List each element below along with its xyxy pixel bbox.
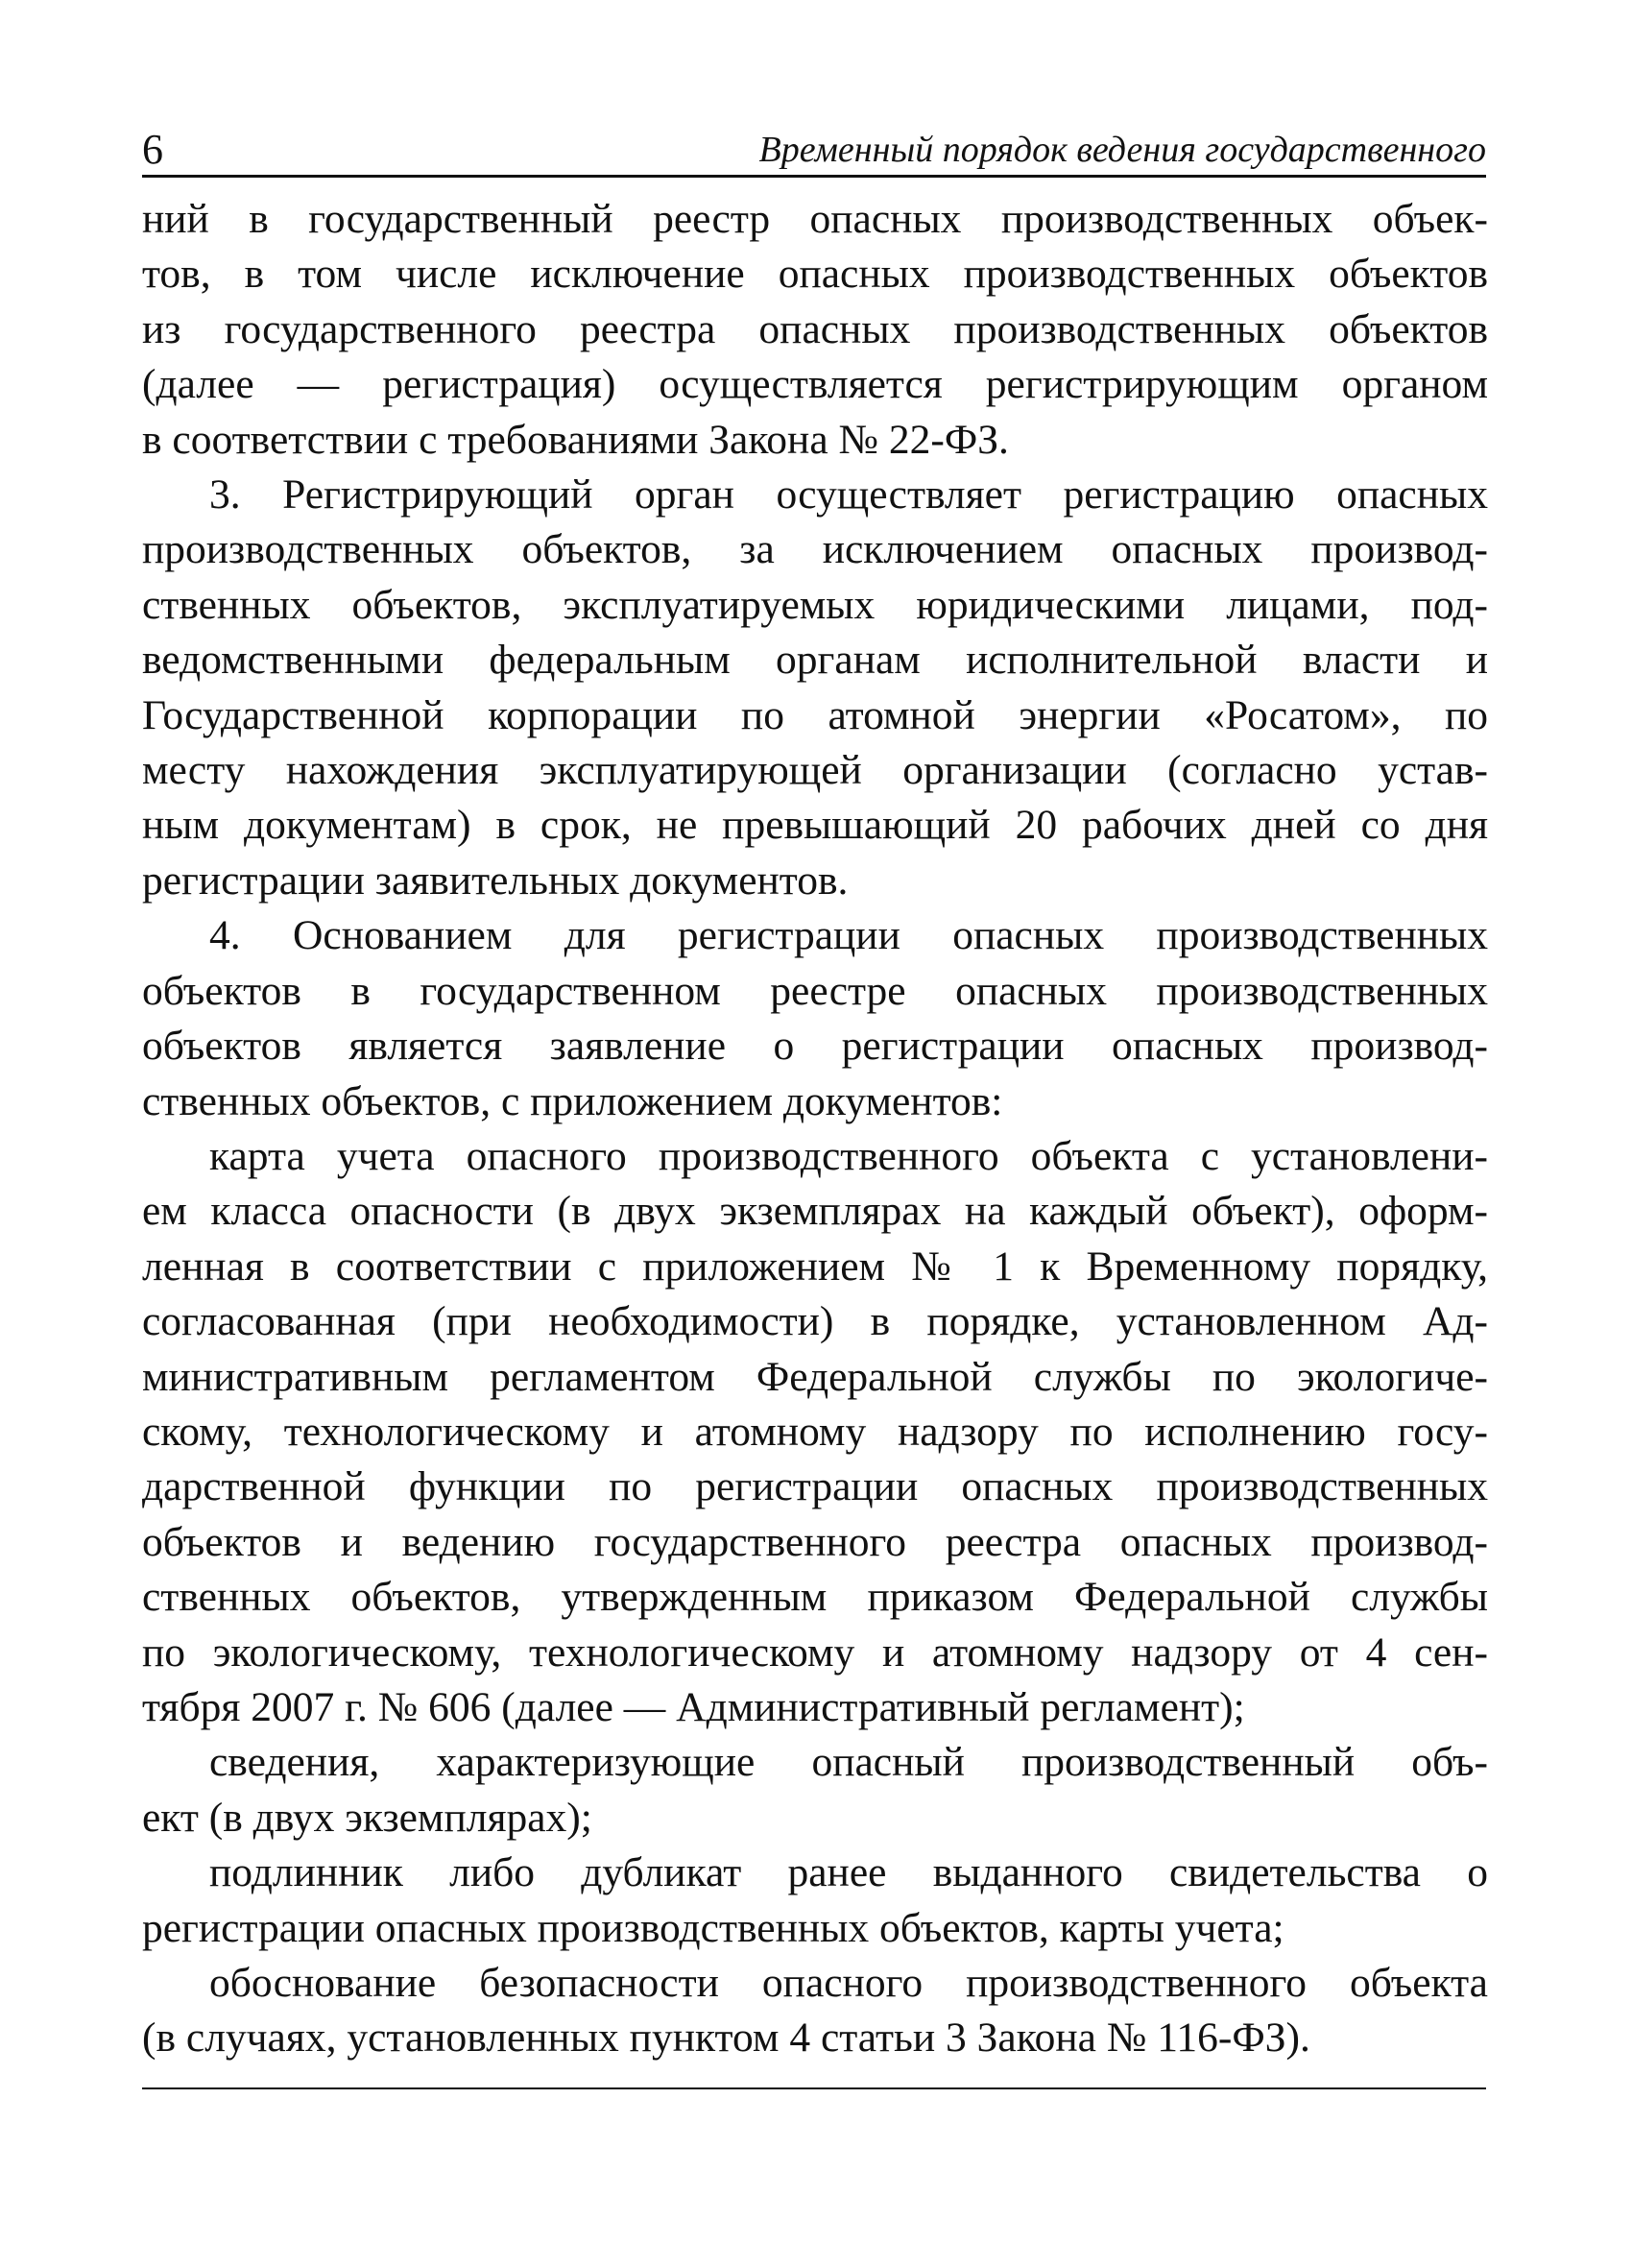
text-line: 4. Основанием для регистрации опасных производственных — [209, 912, 1488, 959]
header-rule — [142, 175, 1486, 178]
text-line: объектов и ведению государственного реестра опасных производ- — [142, 1518, 1488, 1565]
text-line: ственных объектов, с приложением документов: — [142, 1077, 1003, 1124]
footer-rule — [142, 2087, 1486, 2089]
text-line: ленная в соответствии с приложением № 1 к Временному порядку, — [142, 1243, 1488, 1290]
text-line: ем класса опасности (в двух экземплярах на каждый объект), оформ- — [142, 1188, 1488, 1235]
text-line: объектов в государственном реестре опасных производственных — [142, 967, 1488, 1014]
text-line: министративным регламентом Федеральной службы по экологиче- — [142, 1353, 1488, 1400]
text-line: (далее — регистрация) осуществляется регистрирующим органом — [142, 361, 1488, 408]
text-line: по экологическому, технологическому и атомному надзору от 4 сен- — [142, 1629, 1488, 1676]
page-header — [142, 123, 1486, 177]
text-line: Государственной корпорации по атомной энергии «Росатом», по — [142, 691, 1488, 738]
text-line: 3. Регистрирующий орган осуществляет регистрацию опасных — [209, 471, 1488, 519]
running-title: Временный порядок ведения государственного — [758, 130, 1486, 170]
text-line: регистрации опасных производственных объектов, карты учета; — [142, 1904, 1284, 1951]
text-line: ведомственными федеральным органам исполнительной власти и — [142, 637, 1488, 684]
text-line: из государственного реестра опасных производственных объектов — [142, 305, 1488, 352]
text-line: тября 2007 г. № 606 (далее — Административный регламент); — [142, 1683, 1245, 1730]
body-text — [142, 192, 1488, 2066]
text-line: ственных объектов, утвержденным приказом Федеральной службы — [142, 1574, 1488, 1621]
text-line: сведения, характеризующие опасный производственный объ- — [209, 1739, 1488, 1786]
text-line: (в случаях, установленных пунктом 4 статьи 3 Закона № 116-ФЗ). — [142, 2015, 1310, 2062]
text-line: регистрации заявительных документов. — [142, 857, 849, 904]
text-line: подлинник либо дубликат ранее выданного свидетельства о — [209, 1849, 1488, 1896]
text-line: ект (в двух экземплярах); — [142, 1794, 592, 1841]
text-line: тов, в том числе исключение опасных производственных объектов — [142, 251, 1488, 298]
text-line: ственных объектов, эксплуатируемых юридическими лицами, под- — [142, 581, 1488, 628]
text-line: дарственной функции по регистрации опасных производственных — [142, 1463, 1488, 1510]
text-line: согласованная (при необходимости) в порядке, установленном Ад- — [142, 1298, 1488, 1345]
text-line: ным документам) в срок, не превышающий 20 рабочих дней со дня — [142, 802, 1488, 849]
text-line: обоснование безопасности опасного производственного объекта — [209, 1960, 1488, 2006]
text-line: в соответствии с требованиями Закона № 22-ФЗ. — [142, 416, 1009, 463]
text-line: карта учета опасного производственного объекта с установлени- — [209, 1132, 1488, 1179]
text-line: скому, технологическому и атомному надзору по исполнению госу- — [142, 1408, 1488, 1455]
text-line: месту нахождения эксплуатирующей организации (согласно устав- — [142, 747, 1488, 794]
text-line: ний в государственный реестр опасных производственных объек- — [142, 196, 1488, 242]
text-line: объектов является заявление о регистрации опасных производ- — [142, 1023, 1488, 1070]
page-number: 6 — [142, 126, 163, 173]
text-line: производственных объектов, за исключением опасных производ- — [142, 526, 1488, 573]
